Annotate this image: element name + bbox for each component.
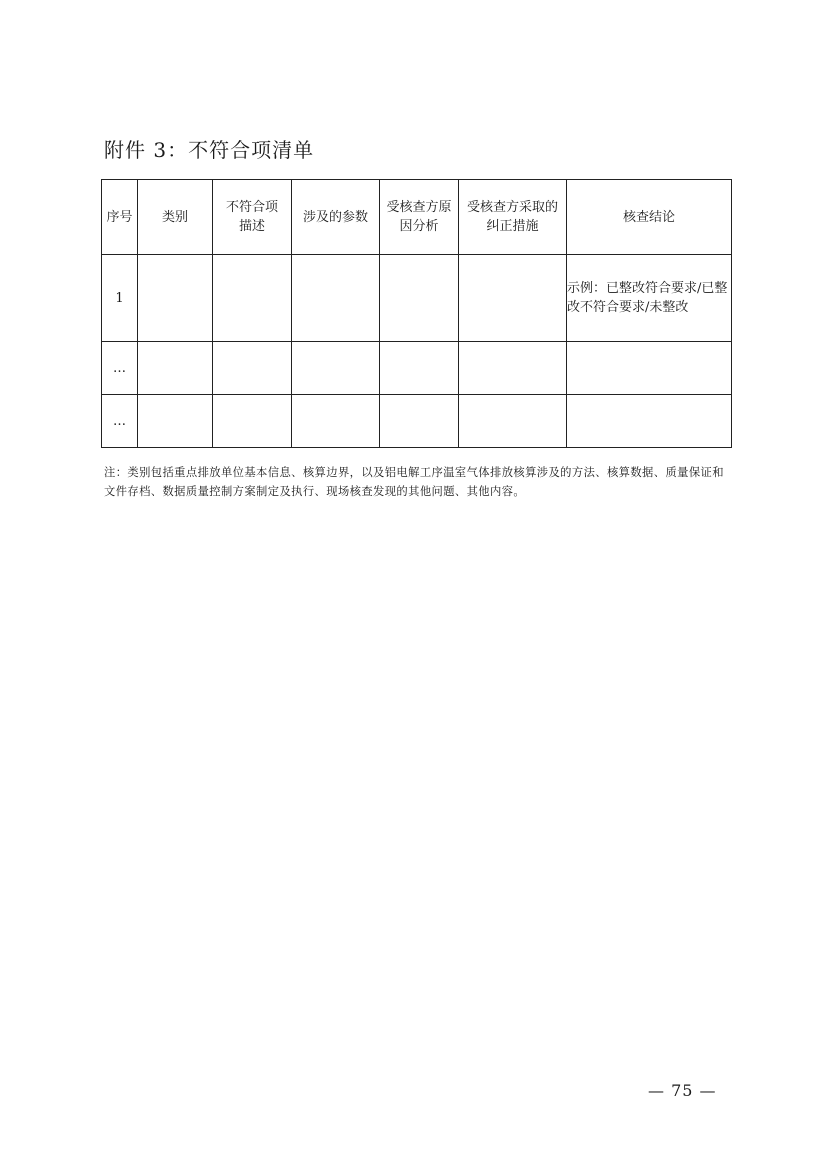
- header-description: [213, 180, 292, 255]
- cell-category: [138, 255, 213, 342]
- cell-cause-analysis: [380, 395, 459, 448]
- cell-parameters: [292, 255, 380, 342]
- table-header-row: [102, 180, 732, 255]
- cell-description: [213, 255, 292, 342]
- header-corrective-action: [459, 180, 567, 255]
- cell-category: [138, 395, 213, 448]
- page-title: 附件 3：不符合项清单: [104, 138, 315, 162]
- cell-description: [213, 342, 292, 395]
- cell-seq: …: [102, 342, 138, 395]
- header-cause-analysis-text: 受核查方原 因分析: [386, 200, 452, 234]
- cell-description: [213, 395, 292, 448]
- cell-seq: 1: [102, 255, 138, 342]
- cell-corrective-action: [459, 342, 567, 395]
- header-cause-analysis: [380, 180, 459, 255]
- cell-corrective-action: [459, 395, 567, 448]
- table-footnote: 注：类别包括重点排放单位基本信息、核算边界，以及铝电解工序温室气体排放核算涉及的方法、核算数据、质量保证和文件存档、数据质量控制方案制定及执行、现场核查发现的其他问题、其他内容。: [104, 466, 724, 498]
- cell-cause-analysis: [380, 342, 459, 395]
- cell-corrective-action: [459, 255, 567, 342]
- header-category: 类别: [138, 180, 213, 255]
- header-corrective-action-text: 受核查方采取的 纠正措施: [466, 200, 558, 234]
- cell-conclusion: [567, 395, 732, 448]
- header-conclusion: 核查结论: [567, 180, 732, 255]
- nonconformity-table: [101, 179, 732, 448]
- cell-conclusion: [567, 342, 732, 395]
- cell-cause-analysis: [380, 255, 459, 342]
- header-parameters: 涉及的参数: [292, 180, 380, 255]
- header-description-text: 不符合项 描述: [225, 200, 278, 234]
- table-row: [102, 395, 732, 448]
- table-row: [102, 255, 732, 342]
- cell-seq: …: [102, 395, 138, 448]
- header-seq: 序号: [102, 180, 138, 255]
- cell-conclusion: 示例：已整改符合要求/已整改不符合要求/未整改: [567, 255, 732, 342]
- cell-category: [138, 342, 213, 395]
- cell-parameters: [292, 395, 380, 448]
- cell-parameters: [292, 342, 380, 395]
- page-number: — 75 —: [648, 1081, 717, 1100]
- table-row: [102, 342, 732, 395]
